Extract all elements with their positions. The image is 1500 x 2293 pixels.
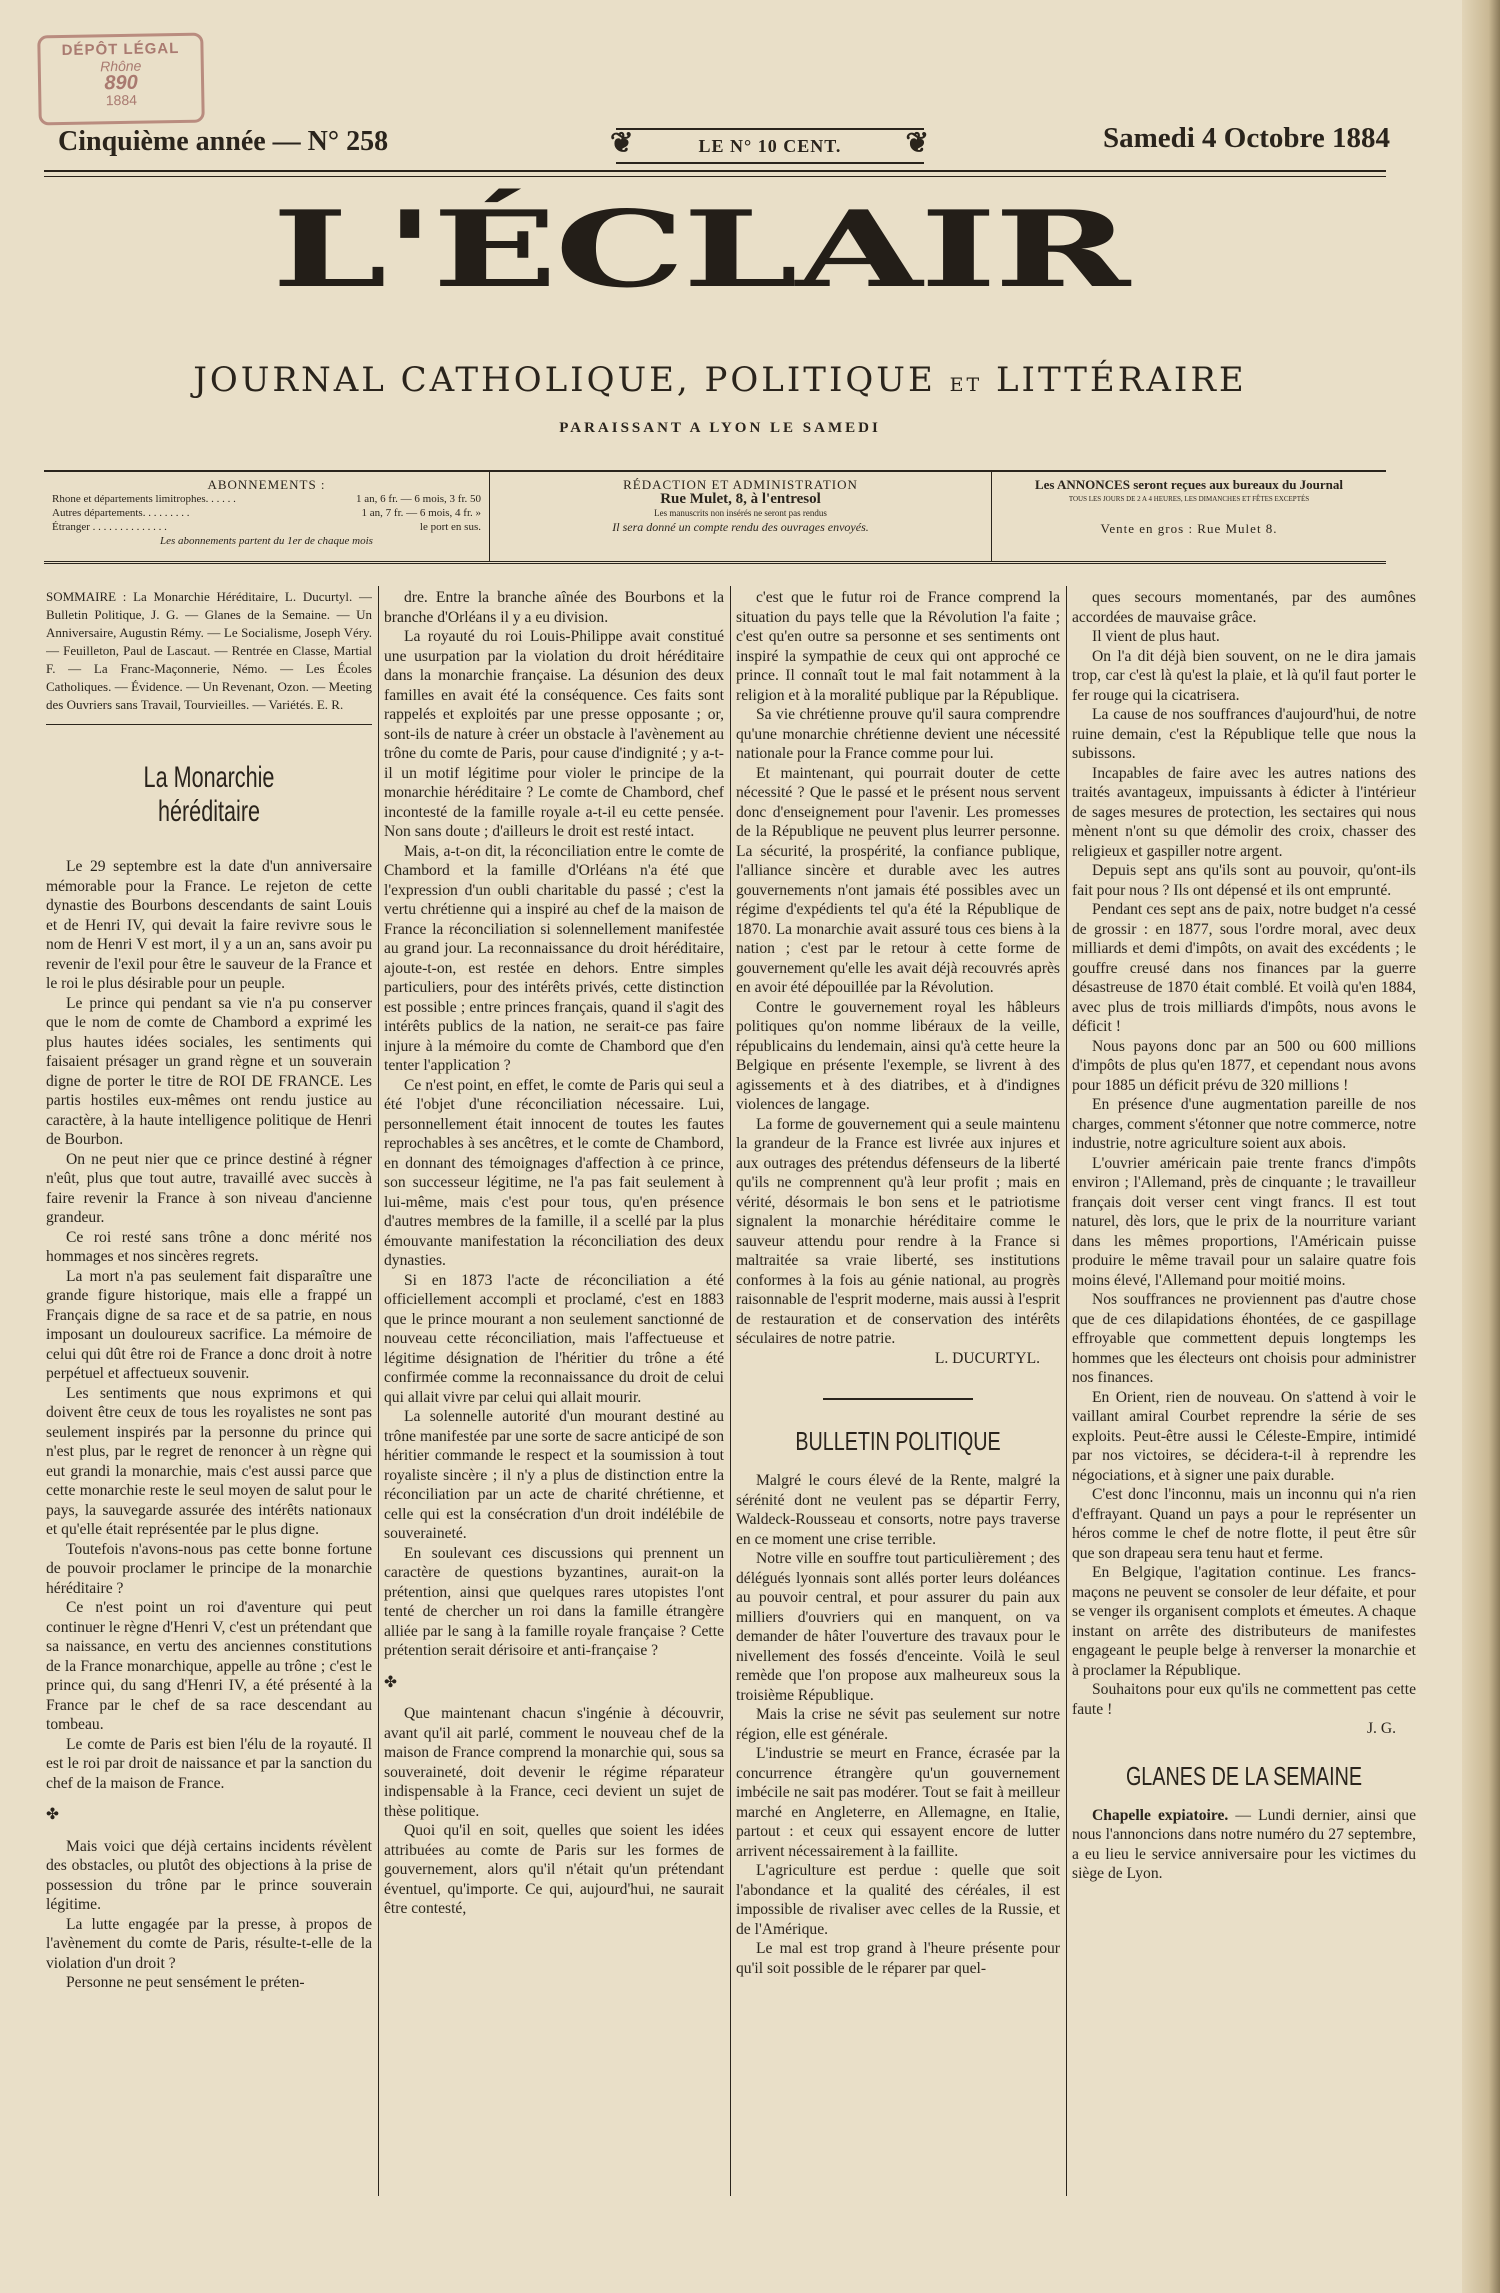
paragraph: Nous payons donc par an 500 ou 600 millions d'impôts de plus qu'en 1877, et cependant nous avons pour 1885 un déficit prévu de 320 millions ! xyxy=(1072,1037,1416,1094)
legal-deposit-stamp: DÉPÔT LÉGAL Rhône 890 1884 xyxy=(37,33,205,126)
column-divider xyxy=(1066,586,1067,2196)
paragraph: Les sentiments que nous exprimons et qui doivent être ceux de tous les royalistes ne sont pas seulement inspirés par la personne du prince qui n'est plus, par le regret de renoncer à un règne qui eut grandi la monarchie, mais c'est aussi parce que cette monarchie reste le seul moyen de salut pour le pays, la sauvegarde assurée des intérêts nationaux et qu'elle était représentée par le plus digne. xyxy=(46,1384,372,1538)
paragraph: Ce roi resté sans trône a donc mérité nos hommages et nos sincères regrets. xyxy=(46,1228,372,1265)
article-body xyxy=(384,588,724,1919)
paragraph: Le prince qui pendant sa vie n'a pu conserver que le nom de comte de Chambord a exprimé les plus hautes idées sociales, les sentiments qui faisaient présager un grand règne et un souverain digne de porter le titre de ROI DE FRANCE. Les partis hostiles eux-mêmes ont rendu justice au caractère, à la haute intelligence politique de Henri de Bourbon. xyxy=(46,994,372,1148)
column-divider xyxy=(730,586,731,2196)
paragraph: L'industrie se meurt en France, écrasée par la concurrence étrangère qu'un gouvernement imbécile ne sait pas modérer. Tout se fait à meilleur marché en Angleterre, en Allemagne, en Italie, partout : et ceux qui essayent encore de lutter arrivent nécessairement à la faillite. xyxy=(736,1745,1060,1860)
paragraph: La royauté du roi Louis-Philippe avait constitué une usurpation par la violation du droit héréditaire dans la monarchie française. La désunion des deux familles en avait été la conséquence. Ces faits sont rappelés et exploités par une presse opposante ; or, sont-ils de nature à créer un obstacle à l'avènement au trône du comte de Paris, pour cause d'indignité ; y a-t-il un motif légitime pour violer le principe de la monarchie héréditaire ? Le comte de Chambord, chef incontesté de la famille royale a-t-il eu cette pensée. Non sans doute ; d'ailleurs le droit est resté intact. xyxy=(384,628,724,840)
paragraph: La lutte engagée par la presse, à propos de l'avènement du comte de Paris, résulte-t-elle de la violation d'un droit ? xyxy=(46,1915,372,1972)
paragraph: Le comte de Paris est bien l'élu de la royauté. Il est le roi par droit de naissance et par la sanction du chef de la maison de France. xyxy=(46,1735,372,1792)
bulletin-signature: J. G. xyxy=(1366,1720,1396,1737)
paragraph: En soulevant ces discussions qui prennent un caractère de questions byzantines, aurait-on la prétention, ainsi que quelques rares utopistes l'ont tenté de chercher un roi dans la famille étrangère alliée par le sang à la famille royale française ? Cette prétention serait dérisoire et anti-française ? xyxy=(384,1544,724,1659)
paragraph: dre. Entre la branche aînée des Bourbons et la branche d'Orléans il y a eu division. xyxy=(384,589,724,626)
edition-number: Cinquième année — N° 258 xyxy=(58,126,389,157)
section-title: GLANES DE LA SEMAINE xyxy=(1125,1760,1363,1791)
paragraph: Contre le gouvernement royal les hâbleurs politiques qu'on nomme libéraux de la veille, républicains du lendemain, ainsi qu'à cette heure la Belgique en présente l'exemple, se livrent à des agissements et à des diatribes, et à d'indignes violences de langage. xyxy=(736,998,1060,1113)
paragraph: Pendant ces sept ans de paix, notre budget n'a cessé de grossir : en 1877, sous l'ordre moral, avec deux milliards et demi d'impôts, on avait des excédents ; le gouffre creusé dans nos finances par la guerre désastreuse de 1870 était comblé. Et voilà qu'en 1884, avec plus de trois milliards d'impôts, nous avons le déficit ! xyxy=(1072,901,1416,1035)
section-title: BULLETIN POLITIQUE xyxy=(795,1426,1001,1456)
masthead-title: L'ÉCLAIR xyxy=(271,188,1129,312)
paragraph: Il vient de plus haut. xyxy=(1092,628,1220,645)
article-signature: L. DUCURTYL. xyxy=(934,1349,1040,1367)
paragraph: L'ouvrier américain paie trente francs d'impôts environ ; l'Allemand, près de cinquante ; le travailleur français doit verser cent vingt francs. Il est tout naturel, dès lors, que le prix de la nourriture variant dans les mêmes proportions, l'Américain puisse produire le même travail pour un salaire quatre fois moins élevé, l'Allemand pour moitié moins. xyxy=(1072,1154,1416,1289)
paragraph: La mort n'a pas seulement fait disparaître une grande figure historique, mais elle a frappé un Français digne de sa race et de sa patrie, en nous imposant un douloureux sacrifice. La mémoire de celui qui dût être roi de France a donc droit à notre perpétuel et affectueux souvenir. xyxy=(46,1267,372,1382)
column-2 xyxy=(384,588,724,2188)
paragraph: Quoi qu'il en soit, quelles que soient les idées attribuées au comte de Paris sur les formes de gouvernement, alors qu'il n'était qu'un prétendant éventuel, qu'importe. Ce qui, aujourd'hui, ne saurait être contesté, xyxy=(384,1822,724,1917)
paragraph: En présence d'une augmentation pareille de nos charges, comment s'étonner que notre commerce, notre industrie, notre agriculture soient aux abois. xyxy=(1072,1096,1416,1152)
paragraph: C'est donc l'inconnu, mais un inconnu qui n'a rien d'effrayant. Quand un pays a pour le représenter un héros comme le chef de notre flotte, il peut être sûr que son drapeau sera tenu haut et ferme. xyxy=(1072,1486,1416,1562)
article-body xyxy=(46,857,372,1993)
paragraph: Ce n'est point, en effet, le comte de Paris qui seul a été l'objet d'une réconciliation nécessaire. Lui, personnellement était innocent de toutes les fautes reprochables à ses ancêtres, et le comte de Chambord, en donnant des témoignages d'affection à ce prince, son successeur légitime, ne l'a pas fait seulement à lui-même, mais c'est pour tous, qu'en présence d'autres membres de la famille, il a scellé par la plus émouvante manifestation la réconciliation des deux dynasties. xyxy=(384,1076,724,1269)
paragraph: Toutefois n'avons-nous pas cette bonne fortune de pouvoir proclamer le principe de la monarchie héréditaire ? xyxy=(46,1540,372,1597)
paragraph: Sa vie chrétienne prouve qu'il saura comprendre qu'une monarchie chrétienne devient une nécessité nationale pour la France comme pour lui. xyxy=(736,706,1060,762)
paragraph: Et maintenant, qui pourrait douter de cette nécessité ? Que le passé et le présent nous servent donc d'enseignement pour l'avenir. Les promesses de la République ne peuvent plus leurrer personne. La sécurité, la prospérité, la confiance publique, l'alliance sincère et durable avec les autres gouvernements n'ont jamais été possibles avec un régime d'expédients tel qu'a été la République de 1870. La monarchie avait assuré tous ces biens à la nation ; c'est par le retour à cette forme de gouvernement qu'elle les avait déjà recouvrés après en avoir été dépouillée par la Révolution. xyxy=(736,764,1060,996)
paragraph: c'est que le futur roi de France comprend la situation du pays telle que la Révolution l'a faite ; c'est qu'en outre sa personne et ses sentiments ont inspiré la sympathie de ceux qui ont approché ce prince. Il connaît tout le mal fait notamment à la religion et à la moralité publique par la République. xyxy=(736,589,1060,704)
bulletin-body xyxy=(736,1471,1060,1978)
paragraph: Le 29 septembre est la date d'un anniversaire mémorable pour la France. Le rejeton de cette dynastie des Bourbons descendants de saint Louis et de Henri IV, qui devait la faire revivre sous le nom de Henri V est mort, il y a un an, sans avoir pu revenir de l'exil pour être le sauveur de la France et le roi le plus désirable pour un peuple. xyxy=(46,858,372,992)
paragraph: Incapables de faire avec les autres nations des traités avantageux, impuissants à édicter à l'intérieur de sages mesures de protection, les sectaires qui nous mènent n'ont su que démolir des croix, chasser des religieux et gaspiller notre argent. xyxy=(1072,764,1416,860)
paragraph: Notre ville en souffre tout particulièrement ; des délégués lyonnais sont allés porter leurs doléances au pouvoir central, et pour assurer du pain aux milliers d'ouvriers qui en manquent, on va demander de hâter l'ouverture des travaux pour le nivellement des fossés d'enceinte. Voilà le seul remède que l'on propose aux malheureux sous la troisième République. xyxy=(736,1550,1060,1704)
column-4 xyxy=(1072,588,1416,2188)
paragraph: On ne peut nier que ce prince destiné à régner n'eût, plus que tout autre, travaillé avec succès à faire revenir la France à son niveau d'ancienne grandeur. xyxy=(46,1150,372,1226)
paragraph: Mais, a-t-on dit, la réconciliation entre le comte de Chambord et la famille d'Orléans n'a été que l'expression d'un oubli charitable du passé ; c'est la vertu chrétienne qui a inspiré au chef de la maison de France la réconciliation si solennellement manifestée au grand jour. La reconnaissance du droit héréditaire, ajoute-t-on, est restée en dehors. Entre simples particuliers, pour des intérêts privés, cette distinction est possible ; entre princes français, quand il s'agit des intérêts publics de la nation, ne serait-ce pas faire injure à la mémoire du comte de Chambord que d'en tenter l'application ? xyxy=(384,842,724,1074)
price-label: ❦ LE N° 10 CENT. ❦ xyxy=(616,128,924,164)
article-body xyxy=(736,588,1060,1349)
header-bar xyxy=(50,122,1390,174)
column-3 xyxy=(736,588,1060,2188)
column-divider xyxy=(378,586,379,2196)
paragraph: Le mal est trop grand à l'heure présente pour qu'il soit possible de le réparer par quel- xyxy=(736,1940,1060,1977)
paragraph: Depuis sept ans qu'ils sont au pouvoir, qu'ont-ils fait pour nous ? Ils ont dépensé et ils ont emprunté. xyxy=(1072,862,1416,899)
paragraph: Malgré le cours élevé de la Rente, malgré la sérénité dont ne veulent pas se départir Ferry, Waldeck-Rousseau et consorts, notre pays traverse en ce moment une crise terrible. xyxy=(736,1472,1060,1548)
page-edge-shadow xyxy=(1462,0,1500,2293)
paragraph: Personne ne peut sensément le préten- xyxy=(66,1974,305,1991)
paragraph: ✤ xyxy=(46,1806,60,1823)
paragraph: Mais voici que déjà certains incidents révèlent des obstacles, ou plutôt des objections à la prise de possession du trône par le prince souverain légitime. xyxy=(46,1837,372,1913)
paragraph: La cause de nos souffrances d'aujourd'hui, de notre ruine demain, c'est la République telle que nous la subissons. xyxy=(1072,706,1416,762)
paragraph: Si en 1873 l'acte de réconciliation a été officiellement accompli et proclamé, c'est en 1883 que le prince mourant a non seulement sanctionné de nouveau cette réconciliation, mais l'affectueuse et légitime désignation de l'héritier du trône a été confirmée comme la reconnaissance du droit de celui qui allait vivre par celui qui allait mourir. xyxy=(384,1271,724,1406)
paragraph: Nos souffrances ne proviennent pas d'autre chose que de ces dilapidations éhontées, de ce gaspillage effroyable que commettent depuis longtemps les hommes que les électeurs ont choisis pour administrer nos finances. xyxy=(1072,1291,1416,1386)
bulletin-body xyxy=(1072,588,1416,1719)
paragraph: L'agriculture est perdue : quelle que soit l'abondance et la qualité des céréales, il est impossible de rivaliser avec celles de la Russie, et de l'Amérique. xyxy=(736,1862,1060,1938)
paragraph: Ce n'est point un roi d'aventure qui peut continuer le règne d'Henri V, c'est un prétendant que sa naissance, en vertu des anciennes constitutions de la France monarchique, appelle au trône ; c'est le prince qui, du sang d'Henri IV, a été présenté à la France par le chef de sa race descendant au tombeau. xyxy=(46,1599,372,1733)
paragraph: La forme de gouvernement qui a seule maintenu la grandeur de la France est livrée aux injures et aux outrages des prétendus défenseurs de la liberté qu'ils ne comprennent qu'à leur profit ; mais en vérité, désormais le bon sens et le patriotisme signalent la monarchie héréditaire comme le sauveur attendu pour rendre à la France si maltraitée sa vraie liberté, ses institutions conformes à la fois au génie national, au progrès raisonnable de l'esprit moderne, mais aussi à l'esprit de restauration et de conservation des intérêts séculaires de notre patrie. xyxy=(736,1115,1060,1347)
paragraph: La solennelle autorité d'un mourant destiné au trône manifestée par une sorte de sacre anticipé de son héritier commande le respect et la soumission à tout royaliste sincère ; il n'y a plus de distinction entre la réconciliation par un acte de charité chrétienne, et celle qui est la consécration d'un droit indélébile de souveraineté. xyxy=(384,1408,724,1542)
subscriptions: ABONNEMENTS : Rhone et départements limitrophes. . . . . . 1 an, 6 fr. — 6 mois, 3 fr. 50 Autres départements. . . . . . . . . 1 an, 7 fr. — 6 mois, 4 fr. » Étranger . . . . . . . . . . . . . . le port en sus. Les abonnements partent du 1er de chaque mois xyxy=(44,472,490,562)
info-box xyxy=(44,470,1386,564)
article-title: La Monarchie héréditaire xyxy=(143,761,275,828)
column-1 xyxy=(46,588,372,2188)
advertising-info: Les ANNONCES seront reçues aux bureaux du Journal TOUS LES JOURS DE 2 A 4 HEURES, LES DIMANCHES ET FÊTES EXCEPTÉS Vente en gros : Rue Mulet 8. xyxy=(1034,477,1344,536)
issue-date: Samedi 4 Octobre 1884 xyxy=(1102,122,1390,154)
section-divider xyxy=(823,1398,973,1400)
glanes-item: Chapelle expiatoire. — Lundi dernier, ainsi que nous l'annoncions dans notre numéro du 27 septembre, a eu lieu le service anniversaire pour les victimes du siège de Lyon. xyxy=(1072,1806,1416,1882)
paragraph: Que maintenant chacun s'ingénie à découvrir, avant qu'il ait parlé, comment le nouveau chef de la maison de France comprend la monarchie qui, sous sa souveraineté, doit devenir le régime réparateur indispensable à la France, ceci devient un sujet de thèse politique. xyxy=(384,1705,724,1820)
masthead-subtitle: JOURNAL CATHOLIQUE, POLITIQUE ET LITTÉRAIRE xyxy=(193,360,1247,400)
header-rule-thin xyxy=(44,176,1386,177)
paragraph: ✤ xyxy=(384,1673,398,1691)
paragraph: On l'a dit déjà bien souvent, on ne le dira jamais trop, car c'est là qu'est la plaie, et là qu'il faut porter le fer rouge qui la cicatrisera. xyxy=(1072,647,1416,704)
paragraph: En Belgique, l'agitation continue. Les francs-maçons ne peuvent se consoler de leur défaite, et pour se venger ils organisent complots et émeutes. A chaque instant on arrête des distributeurs de manifestes engageant le peuple belge à renverser la monarchie et à proclamer la République. xyxy=(1072,1564,1416,1679)
paragraph: Souhaitons pour eux qu'ils ne commettent pas cette faute ! xyxy=(1072,1681,1416,1718)
paragraph: ques secours momentanés, par des aumônes accordées de mauvaise grâce. xyxy=(1072,589,1416,626)
publication-frequency: PARAISSANT A LYON LE SAMEDI xyxy=(559,420,881,436)
table-of-contents: SOMMAIRE : La Monarchie Héréditaire, L. Ducurtyl. — Bulletin Politique, J. G. — Glanes de la Semaine. — Un Anniversaire, Augustin Rémy. — Le Socialisme, Joseph Véry. — Feuilleton, Paul de Lascaut. — Rentrée en Classe, Martial F. — La Franc-Maçonnerie, Némo. — Les Écoles Catholiques. — Évidence. — Un Revenant, Ozon. — Meeting des Ouvriers sans Travail, Tourvieilles. — Variétés. E. R. xyxy=(46,588,372,725)
paragraph: En Orient, rien de nouveau. On s'attend à voir le vaillant amiral Courbet reprendre la série de ses exploits. Peut-être aussi le Céleste-Empire, intimidé par nos victoires, se décidera-t-il à reprendre les négociations, et à signer une paix durable. xyxy=(1072,1388,1416,1484)
editorial-office: RÉDACTION ET ADMINISTRATION Rue Mulet, 8, à l'entresol Les manuscrits non insérés ne seront pas rendus Il sera donné un compte rendu des ouvrages envoyés. xyxy=(490,472,992,562)
paragraph: Mais la crise ne sévit pas seulement sur notre région, elle est générale. xyxy=(736,1706,1060,1743)
header-rule xyxy=(44,170,1386,172)
